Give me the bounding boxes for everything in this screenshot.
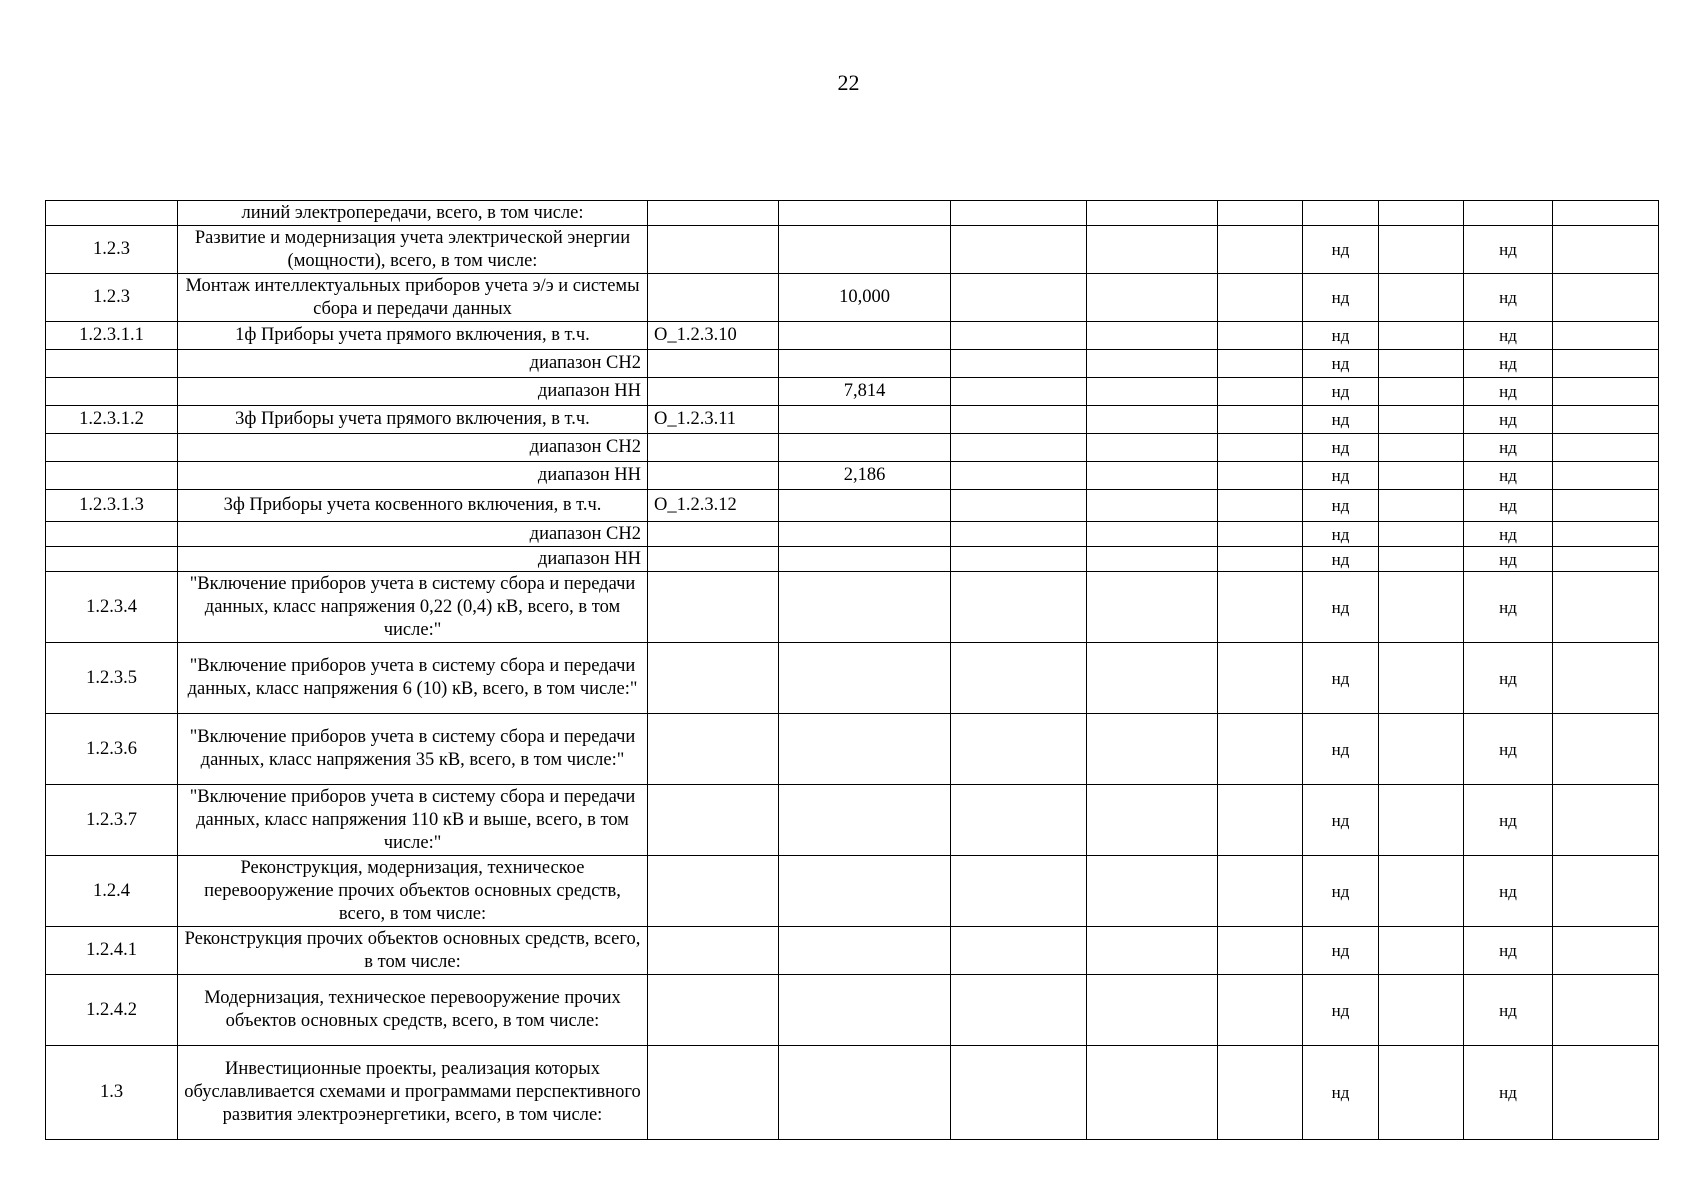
row-name: Монтаж интеллектуальных приборов учета э/э и системы сбора и передачи данных (178, 274, 648, 322)
table-row (46, 434, 1659, 462)
empty-cell (1218, 572, 1303, 643)
nd-cell: нд (1303, 522, 1379, 547)
nd-cell: нд (1303, 856, 1379, 927)
nd-cell: нд (1464, 856, 1553, 927)
empty-cell (951, 975, 1087, 1046)
row-code (648, 856, 779, 927)
empty-cell (1553, 643, 1659, 714)
empty-cell (1218, 322, 1303, 350)
table-body (46, 201, 1659, 1140)
empty-cell (1553, 201, 1659, 226)
row-code (648, 201, 779, 226)
empty-cell (1553, 434, 1659, 462)
nd-cell: нд (1303, 434, 1379, 462)
row-number: 1.2.4.1 (46, 927, 178, 975)
empty-cell (951, 274, 1087, 322)
empty-cell (1218, 547, 1303, 572)
row-number: 1.3 (46, 1046, 178, 1140)
row-name: диапазон СН2 (178, 522, 648, 547)
nd-cell: нд (1303, 226, 1379, 274)
empty-cell (1379, 490, 1464, 522)
row-name: "Включение приборов учета в систему сбора и передачи данных, класс напряжения 35 кВ, всего, в том числе:" (178, 714, 648, 785)
empty-cell (1553, 785, 1659, 856)
row-number (46, 378, 178, 406)
row-value (779, 522, 951, 547)
empty-cell (951, 490, 1087, 522)
empty-cell (1553, 490, 1659, 522)
nd-cell: нд (1464, 226, 1553, 274)
nd-cell: нд (1303, 378, 1379, 406)
nd-cell: нд (1303, 490, 1379, 522)
row-value (779, 406, 951, 434)
empty-cell (1087, 927, 1218, 975)
nd-cell: нд (1464, 462, 1553, 490)
row-value (779, 547, 951, 572)
row-value (779, 1046, 951, 1140)
empty-cell (1553, 378, 1659, 406)
table-row (46, 643, 1659, 714)
investment-table (45, 200, 1659, 1140)
empty-cell (1087, 1046, 1218, 1140)
empty-cell (1379, 201, 1464, 226)
empty-cell (1218, 378, 1303, 406)
table-row (46, 975, 1659, 1046)
row-code (648, 378, 779, 406)
empty-cell (1087, 547, 1218, 572)
row-name: диапазон НН (178, 378, 648, 406)
empty-cell (1218, 350, 1303, 378)
table-row (46, 522, 1659, 547)
nd-cell: нд (1464, 927, 1553, 975)
empty-cell (1218, 714, 1303, 785)
nd-cell: нд (1464, 350, 1553, 378)
row-code: О_1.2.3.12 (648, 490, 779, 522)
empty-cell (1553, 714, 1659, 785)
empty-cell (951, 322, 1087, 350)
table-row (46, 490, 1659, 522)
row-value (779, 927, 951, 975)
empty-cell (1553, 350, 1659, 378)
row-value: 10,000 (779, 274, 951, 322)
row-number: 1.2.4 (46, 856, 178, 927)
empty-cell (1218, 201, 1303, 226)
empty-cell (1218, 462, 1303, 490)
row-name: 1ф Приборы учета прямого включения, в т.ч. (178, 322, 648, 350)
empty-cell (1379, 714, 1464, 785)
row-name: диапазон НН (178, 462, 648, 490)
empty-cell (1379, 274, 1464, 322)
empty-cell (951, 522, 1087, 547)
empty-cell (1379, 434, 1464, 462)
row-name: диапазон СН2 (178, 350, 648, 378)
row-value (779, 434, 951, 462)
table-row (46, 714, 1659, 785)
empty-cell (1087, 378, 1218, 406)
row-number (46, 462, 178, 490)
row-name: Инвестиционные проекты, реализация которых обуславливается схемами и программами перспективного развития электроэнергетики, всего, в том числе: (178, 1046, 648, 1140)
row-number: 1.2.3.7 (46, 785, 178, 856)
row-name: "Включение приборов учета в систему сбора и передачи данных, класс напряжения 6 (10) кВ, всего, в том числе:" (178, 643, 648, 714)
row-value: 7,814 (779, 378, 951, 406)
empty-cell (1218, 927, 1303, 975)
nd-cell: нд (1464, 572, 1553, 643)
empty-cell (951, 406, 1087, 434)
row-name: линий электропередачи, всего, в том числе: (178, 201, 648, 226)
row-code (648, 714, 779, 785)
nd-cell: нд (1464, 547, 1553, 572)
table-row (46, 927, 1659, 975)
empty-cell (1087, 975, 1218, 1046)
nd-cell: нд (1464, 322, 1553, 350)
row-number: 1.2.3.1.1 (46, 322, 178, 350)
table-row (46, 462, 1659, 490)
empty-cell (1087, 785, 1218, 856)
table-row (46, 201, 1659, 226)
empty-cell (1379, 547, 1464, 572)
nd-cell: нд (1464, 490, 1553, 522)
nd-cell: нд (1464, 434, 1553, 462)
row-name: 3ф Приборы учета прямого включения, в т.ч. (178, 406, 648, 434)
nd-cell: нд (1464, 1046, 1553, 1140)
table-row (46, 1046, 1659, 1140)
empty-cell (1553, 572, 1659, 643)
empty-cell (951, 462, 1087, 490)
empty-cell (1087, 350, 1218, 378)
empty-cell (951, 547, 1087, 572)
nd-cell: нд (1464, 714, 1553, 785)
row-name: "Включение приборов учета в систему сбора и передачи данных, класс напряжения 110 кВ и выше, всего, в том числе:" (178, 785, 648, 856)
empty-cell (1553, 406, 1659, 434)
empty-cell (1379, 785, 1464, 856)
empty-cell (1553, 975, 1659, 1046)
empty-cell (1553, 522, 1659, 547)
empty-cell (1218, 490, 1303, 522)
empty-cell (1087, 572, 1218, 643)
table-row (46, 350, 1659, 378)
empty-cell (1553, 547, 1659, 572)
row-code (648, 274, 779, 322)
nd-cell: нд (1303, 1046, 1379, 1140)
row-name: диапазон СН2 (178, 434, 648, 462)
row-value (779, 322, 951, 350)
row-value: 2,186 (779, 462, 951, 490)
row-code (648, 226, 779, 274)
empty-cell (1218, 1046, 1303, 1140)
empty-cell (1379, 462, 1464, 490)
nd-cell: нд (1303, 350, 1379, 378)
row-number: 1.2.3.5 (46, 643, 178, 714)
row-number (46, 350, 178, 378)
empty-cell (951, 643, 1087, 714)
row-number: 1.2.3.6 (46, 714, 178, 785)
empty-cell (1087, 856, 1218, 927)
row-code (648, 785, 779, 856)
empty-cell (1379, 856, 1464, 927)
table-row (46, 274, 1659, 322)
row-number (46, 201, 178, 226)
table-row (46, 226, 1659, 274)
nd-cell (1303, 201, 1379, 226)
row-code: О_1.2.3.11 (648, 406, 779, 434)
empty-cell (1087, 490, 1218, 522)
empty-cell (1218, 274, 1303, 322)
empty-cell (951, 856, 1087, 927)
row-code (648, 350, 779, 378)
empty-cell (1553, 1046, 1659, 1140)
empty-cell (1087, 406, 1218, 434)
nd-cell: нд (1303, 927, 1379, 975)
row-code (648, 547, 779, 572)
row-name: "Включение приборов учета в систему сбора и передачи данных, класс напряжения 0,22 (0,4) кВ, всего, в том числе:" (178, 572, 648, 643)
row-number: 1.2.4.2 (46, 975, 178, 1046)
row-number: 1.2.3.1.3 (46, 490, 178, 522)
empty-cell (1218, 522, 1303, 547)
empty-cell (1553, 927, 1659, 975)
empty-cell (1087, 522, 1218, 547)
row-value (779, 856, 951, 927)
row-code: О_1.2.3.10 (648, 322, 779, 350)
table-row (46, 547, 1659, 572)
row-name: Модернизация, техническое перевооружение прочих объектов основных средств, всего, в том числе: (178, 975, 648, 1046)
nd-cell: нд (1303, 274, 1379, 322)
row-value (779, 975, 951, 1046)
row-value (779, 785, 951, 856)
nd-cell: нд (1303, 785, 1379, 856)
empty-cell (1087, 714, 1218, 785)
row-code (648, 572, 779, 643)
row-value (779, 350, 951, 378)
table-row (46, 856, 1659, 927)
empty-cell (1087, 643, 1218, 714)
row-name: 3ф Приборы учета косвенного включения, в т.ч. (178, 490, 648, 522)
table-row (46, 572, 1659, 643)
nd-cell: нд (1303, 462, 1379, 490)
row-value (779, 490, 951, 522)
nd-cell: нд (1303, 322, 1379, 350)
empty-cell (1218, 856, 1303, 927)
row-value (779, 572, 951, 643)
empty-cell (1087, 462, 1218, 490)
empty-cell (1553, 226, 1659, 274)
nd-cell: нд (1303, 975, 1379, 1046)
row-value (779, 714, 951, 785)
row-number (46, 434, 178, 462)
row-code (648, 927, 779, 975)
empty-cell (951, 1046, 1087, 1140)
row-name: Развитие и модернизация учета электрической энергии (мощности), всего, в том числе: (178, 226, 648, 274)
empty-cell (1087, 434, 1218, 462)
row-code (648, 975, 779, 1046)
row-code (648, 1046, 779, 1140)
nd-cell (1464, 201, 1553, 226)
empty-cell (1379, 927, 1464, 975)
row-name: диапазон НН (178, 547, 648, 572)
empty-cell (951, 927, 1087, 975)
row-number (46, 522, 178, 547)
row-value (779, 226, 951, 274)
table-row (46, 378, 1659, 406)
row-name: Реконструкция, модернизация, техническое перевооружение прочих объектов основных средств, всего, в том числе: (178, 856, 648, 927)
empty-cell (1218, 406, 1303, 434)
empty-cell (951, 572, 1087, 643)
empty-cell (1087, 274, 1218, 322)
nd-cell: нд (1464, 522, 1553, 547)
empty-cell (1379, 350, 1464, 378)
nd-cell: нд (1464, 643, 1553, 714)
empty-cell (951, 350, 1087, 378)
table-row (46, 785, 1659, 856)
row-number: 1.2.3.4 (46, 572, 178, 643)
empty-cell (1379, 572, 1464, 643)
empty-cell (951, 785, 1087, 856)
empty-cell (951, 378, 1087, 406)
row-name: Реконструкция прочих объектов основных средств, всего, в том числе: (178, 927, 648, 975)
row-number: 1.2.3.1.2 (46, 406, 178, 434)
empty-cell (1553, 462, 1659, 490)
empty-cell (951, 714, 1087, 785)
empty-cell (1553, 274, 1659, 322)
empty-cell (1087, 226, 1218, 274)
empty-cell (1218, 226, 1303, 274)
empty-cell (1379, 643, 1464, 714)
empty-cell (1379, 1046, 1464, 1140)
table-row (46, 406, 1659, 434)
empty-cell (1379, 522, 1464, 547)
empty-cell (951, 201, 1087, 226)
empty-cell (1379, 378, 1464, 406)
empty-cell (1218, 434, 1303, 462)
row-number (46, 547, 178, 572)
nd-cell: нд (1303, 547, 1379, 572)
empty-cell (1379, 322, 1464, 350)
empty-cell (1218, 643, 1303, 714)
page-number: 22 (837, 70, 860, 95)
row-number: 1.2.3 (46, 274, 178, 322)
row-value (779, 643, 951, 714)
nd-cell: нд (1464, 406, 1553, 434)
row-code (648, 643, 779, 714)
empty-cell (951, 434, 1087, 462)
row-number: 1.2.3 (46, 226, 178, 274)
empty-cell (1218, 785, 1303, 856)
empty-cell (1553, 856, 1659, 927)
empty-cell (1553, 322, 1659, 350)
nd-cell: нд (1303, 643, 1379, 714)
table-row (46, 322, 1659, 350)
empty-cell (1087, 201, 1218, 226)
row-code (648, 522, 779, 547)
empty-cell (1379, 226, 1464, 274)
nd-cell: нд (1303, 572, 1379, 643)
nd-cell: нд (1303, 406, 1379, 434)
nd-cell: нд (1303, 714, 1379, 785)
empty-cell (1379, 975, 1464, 1046)
row-code (648, 462, 779, 490)
nd-cell: нд (1464, 274, 1553, 322)
empty-cell (1218, 975, 1303, 1046)
empty-cell (1087, 322, 1218, 350)
nd-cell: нд (1464, 975, 1553, 1046)
empty-cell (951, 226, 1087, 274)
empty-cell (1379, 406, 1464, 434)
row-value (779, 201, 951, 226)
row-code (648, 434, 779, 462)
nd-cell: нд (1464, 378, 1553, 406)
nd-cell: нд (1464, 785, 1553, 856)
